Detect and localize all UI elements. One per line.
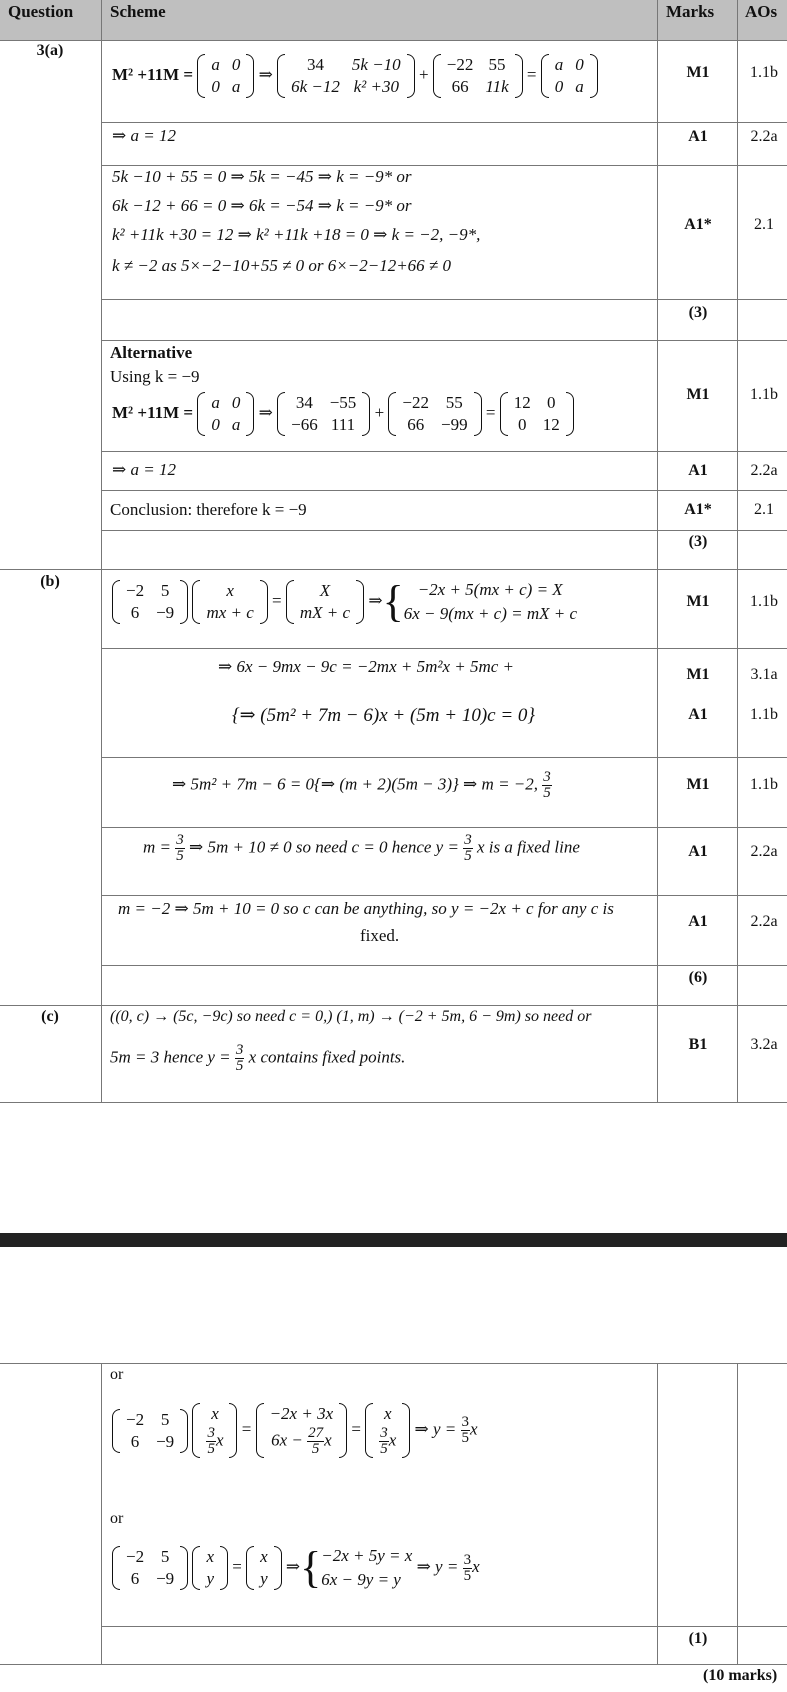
page-break-bar <box>0 1233 787 1247</box>
a-row3-line3: k² +11k +30 = 12 ⇒ k² +11k +18 = 0 ⇒ k = −2, −9*, <box>112 225 481 244</box>
b-row4-equation: m = $\frac{3}{5}$ ⇒ 5m + 10 ≠ 0 so need c = 0 hence y = $\frac{3}{5}$ x is a fixed line <box>143 832 580 864</box>
a-alt2-mark: A1 <box>688 462 708 479</box>
grand-total: (10 marks) <box>703 1667 778 1684</box>
b-row5-ao: 2.2a <box>750 913 778 930</box>
a-row3-ao: 2.1 <box>754 216 774 233</box>
a-alt-equation: M² +11M = a 0 0 a ⇒ 34 −55 −66 111 + −22 55 66 −99 = 12 0 0 12 <box>112 392 574 436</box>
a-row3-line1: 5k −10 + 55 = 0 ⇒ 5k = −45 ⇒ k = −9* or <box>112 167 412 186</box>
b-row2-line2: {⇒ (5m² + 7m − 6)x + (5m + 10)c = 0} <box>232 705 536 726</box>
a-row2-ao: 2.2a <box>750 128 778 145</box>
b-row1-equation: −2 5 6 −9 x mx + c = X mX + c ⇒{ −2x + 5(mx + c) = X 6x − 9(mx + c) = mX + c <box>112 578 577 626</box>
cont-or-1: or <box>110 1366 124 1383</box>
b-row3-equation: ⇒ 5m² + 7m − 6 = 0{⇒ (m + 2)(5m − 3)} ⇒ m = −2, $\frac{3}{5}$ <box>172 769 551 801</box>
a-alt3-mark: A1* <box>684 501 712 518</box>
question-b-label: (b) <box>40 573 60 590</box>
a-row1-mark: M1 <box>686 64 710 81</box>
a-row2-mark: A1 <box>688 128 708 145</box>
a-row3-line2: 6k −12 + 66 = 0 ⇒ 6k = −54 ⇒ k = −9* or <box>112 196 412 215</box>
b-row1-ao: 1.1b <box>750 593 778 610</box>
b-row2-ao2: 1.1b <box>750 706 778 723</box>
a-alt-mark: M1 <box>686 386 710 403</box>
question-3a-label: 3(a) <box>36 42 64 59</box>
b-row2-mark2: A1 <box>688 706 708 723</box>
b-row5-line1: m = −2 ⇒ 5m + 10 = 0 so c can be anything, so y = −2x + c for any c is <box>118 899 614 918</box>
cont-total: (1) <box>688 1630 708 1647</box>
a-row2-text: ⇒ a = 12 <box>112 126 176 145</box>
b-row2-mark1: M1 <box>686 666 710 683</box>
b-row4-mark: A1 <box>688 843 708 860</box>
b-row4-ao: 2.2a <box>750 843 778 860</box>
a-alt3-text: Conclusion: therefore k = −9 <box>110 500 307 519</box>
a-row1-ao: 1.1b <box>750 64 778 81</box>
b-row2-line1: ⇒ 6x − 9mx − 9c = −2mx + 5m²x + 5mc + <box>218 657 515 676</box>
c-line2: 5m = 3 hence y = $\frac{3}{5}$ x contains fixed points. <box>110 1042 406 1074</box>
a-alt2-ao: 2.2a <box>750 462 778 479</box>
c-mark: B1 <box>688 1036 708 1053</box>
b-row5-line2: fixed. <box>360 926 400 945</box>
header-scheme: Scheme <box>110 2 166 21</box>
c-ao: 3.2a <box>750 1036 778 1053</box>
a-row3-line4: k ≠ −2 as 5×−2−10+55 ≠ 0 or 6×−2−12+66 ≠ 0 <box>112 256 452 275</box>
a-total-1: (3) <box>688 304 708 321</box>
b-row5-mark: A1 <box>688 913 708 930</box>
cont-equation-2: −2 5 6 −9 x y = x y ⇒{ −2x + 5y = x 6x − 9y = y ⇒ y = $\frac{3}{5}$ x <box>112 1544 480 1592</box>
a-row1-equation: M² +11M = a 0 0 a ⇒ 34 5k −10 6k −12 k² +30 + −22 55 66 11k = a 0 0 a <box>112 54 598 98</box>
header-marks: Marks <box>666 2 715 21</box>
a-alt-title: Alternative <box>110 343 193 362</box>
header-aos: AOs <box>745 2 778 21</box>
a-alt2-text: ⇒ a = 12 <box>112 460 176 479</box>
cont-or-2: or <box>110 1510 124 1527</box>
b-row2-ao1: 3.1a <box>750 666 778 683</box>
b-total: (6) <box>688 969 708 986</box>
a-alt3-ao: 2.1 <box>754 501 774 518</box>
a-row3-mark: A1* <box>684 216 712 233</box>
cont-equation-1: −2 5 6 −9 x $\frac{3}{5}$ x = −2x + 3x 6x − $\frac{27}{5}$ x = x $\frac{3}{5}$ x ⇒ y = $\frac{3}{5}$ x <box>112 1403 478 1458</box>
a-total-2: (3) <box>688 533 708 550</box>
b-row1-mark: M1 <box>686 593 710 610</box>
a-alt-using: Using k = −9 <box>110 367 200 386</box>
question-c-label: (c) <box>41 1008 59 1025</box>
a-alt-ao: 1.1b <box>750 386 778 403</box>
c-line1: ((0, c) → (5c, −9c) so need c = 0,) (1, m) → (−2 + 5m, 6 − 9m) so need or <box>110 1008 592 1025</box>
b-row3-mark: M1 <box>686 776 710 793</box>
b-row3-ao: 1.1b <box>750 776 778 793</box>
header-question: Question <box>8 2 74 21</box>
